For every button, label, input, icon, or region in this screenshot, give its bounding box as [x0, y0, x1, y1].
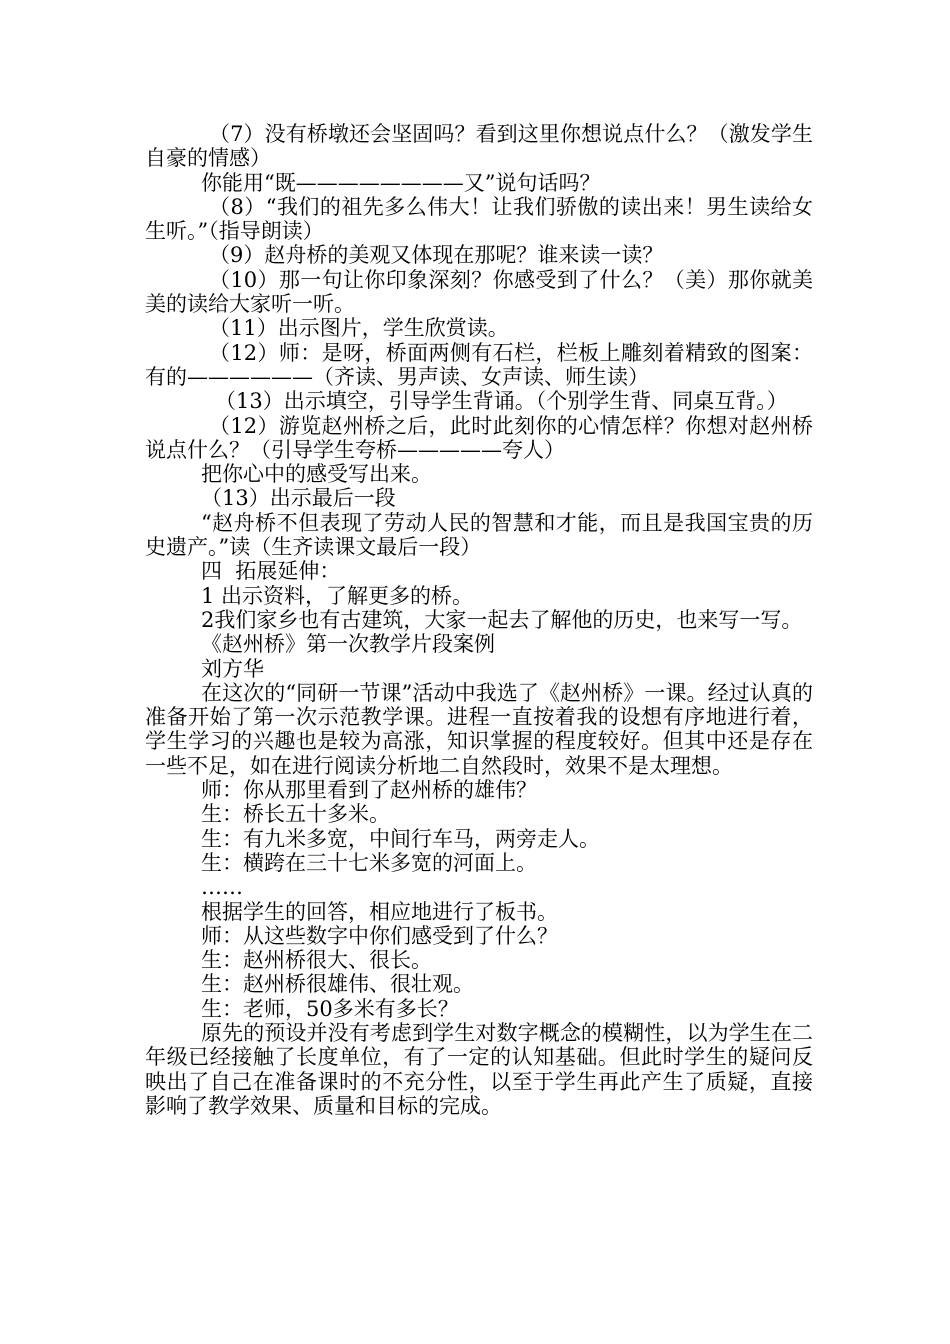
- paragraph-board-writing: 根据学生的回答，相应地进行了板书。: [201, 899, 558, 924]
- paragraph-case-intro: 在这次的“同研一节课”活动中我选了《赵州桥》一课。经过认真的准备开始了第一次示范教学课。进程一直按着我的设想有序地进行着，学生学习的兴趣也是较为高涨，知识掌握的程度较好。但其中还是存在一些不足，如在进行阅读分析地二自然段时，效果不是太理想。: [145, 680, 813, 778]
- paragraph-write-feelings: 把你心中的感受写出来。: [201, 462, 432, 487]
- dialogue-line: 生：赵州桥很大、很长。: [201, 948, 432, 973]
- dialogue-line: 师：你从那里看到了赵州桥的雄伟？: [201, 778, 537, 803]
- document-body: [145, 122, 813, 1118]
- dialogue-line: 生：横跨在三十七米多宽的河面上。: [201, 850, 537, 875]
- paragraph-both-question: 你能用“既————————又”说句话吗？: [201, 170, 601, 195]
- paragraph-reflection: 原先的预设并没有考虑到学生对数字概念的模糊性，以为学生在二年级已经接触了长度单位，有了一定的认知基础。但此时学生的疑问反映出了自己在准备课时的不充分性，以至于学生再此产生了质疑，直接影响了教学效果、质量和目标的完成。: [145, 1020, 813, 1118]
- dialogue-line: 师：从这些数字中你们感受到了什么？: [201, 923, 558, 948]
- dialogue-line: 生：赵州桥很雄伟、很壮观。: [201, 972, 474, 997]
- paragraph-item-12b: （12）游览赵州桥之后，此时此刻你的心情怎样？你想对赵州桥说点什么？（引导学生夸桥—————夸人）: [145, 413, 813, 462]
- paragraph-item-12a: （12）师：是呀，桥面两侧有石栏，栏板上雕刻着精致的图案：有的——————（齐读、男声读、女声读、师生读）: [145, 340, 813, 389]
- paragraph-item-11: （11）出示图片，学生欣赏读。: [209, 316, 509, 341]
- dialogue-line: 生：桥长五十多米。: [201, 802, 390, 827]
- section-heading-extension: 四 拓展延伸：: [201, 559, 341, 584]
- ellipsis-line: ……: [201, 875, 243, 900]
- case-author: 刘方华: [201, 656, 264, 681]
- paragraph-extension-1: 1 出示资料，了解更多的桥。: [201, 583, 474, 608]
- dialogue-line: 生：老师，50多米有多长？: [201, 996, 459, 1021]
- paragraph-item-13b: （13）出示最后一段: [201, 486, 396, 511]
- paragraph-extension-2: 2我们家乡也有古建筑，大家一起去了解他的历史，也来写一写。: [201, 607, 803, 632]
- paragraph-item-10: （10）那一句让你印象深刻？你感受到了什么？（美）那你就美美的读给大家听一听。: [145, 267, 813, 317]
- paragraph-item-7: （7）没有桥墩还会坚固吗？看到这里你想说点什么？（激发学生自豪的情感）: [145, 122, 813, 171]
- paragraph-item-8: （8）“我们的祖先多么伟大！让我们骄傲的读出来！男生读给女生听。”（指导朗读）: [145, 194, 813, 244]
- paragraph-item-13a: （13）出示填空，引导学生背诵。（个别学生背、同桌互背。）: [215, 389, 788, 414]
- case-title: 《赵州桥》第一次教学片段案例: [201, 632, 495, 657]
- dialogue-line: 生：有九米多宽，中间行车马，两旁走人。: [201, 826, 600, 851]
- paragraph-item-9: （9）赵舟桥的美观又体现在那呢？谁来读一读？: [209, 243, 664, 268]
- paragraph-quote-last-section: “赵舟桥不但表现了劳动人民的智慧和才能，而且是我国宝贵的历史遗产。”读（生齐读课文最后一段）: [145, 510, 813, 560]
